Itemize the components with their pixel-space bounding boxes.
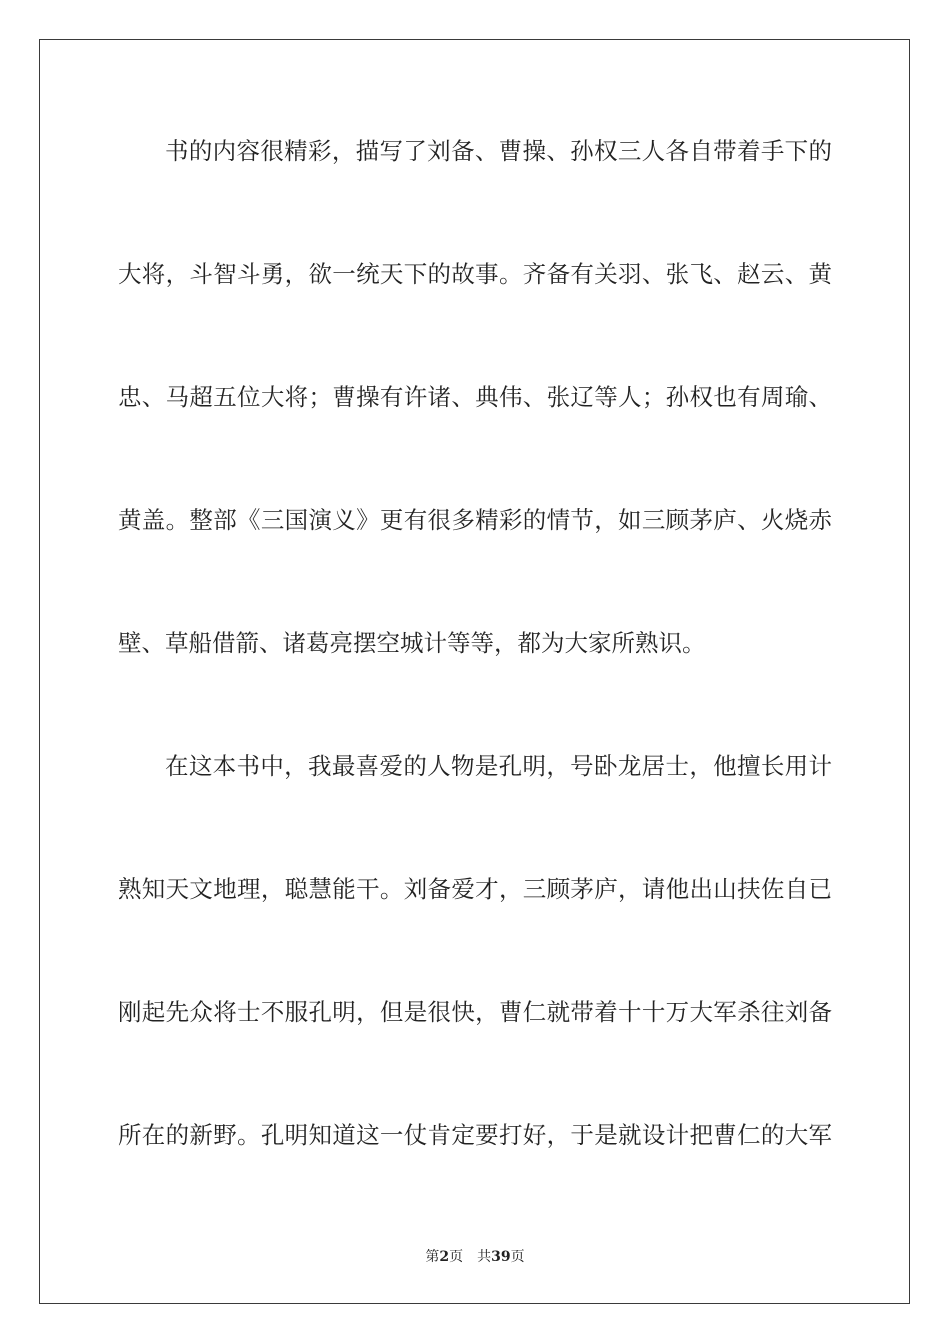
text-line: 黄盖。整部《三国演义》更有很多精彩的情节，如三顾茅庐、火烧赤: [118, 506, 832, 534]
page-footer: [0, 1246, 950, 1266]
text-line: 刚起先众将士不服孔明，但是很快，曹仁就带着十十万大军杀往刘备: [118, 998, 832, 1026]
text-line: 熟知天文地理，聪慧能干。刘备爱才，三顾茅庐，请他出山扶佐自已: [118, 875, 832, 903]
page-suffix: 页: [449, 1249, 464, 1265]
page-number: 2: [439, 1249, 450, 1265]
total-suffix: 页: [510, 1249, 525, 1265]
text-line: 书的内容很精彩，描写了刘备、曹操、孙权三人各自带着手下的: [165, 137, 832, 165]
page-border: [39, 39, 910, 1304]
page-prefix: 第: [425, 1249, 440, 1265]
text-line: 大将，斗智斗勇，欲一统天下的故事。齐备有关羽、张飞、赵云、黄: [118, 260, 832, 288]
text-line: 在这本书中，我最喜爱的人物是孔明，号卧龙居士，他擅长用计: [165, 752, 832, 780]
text-line: 所在的新野。孔明知道这一仗肯定要打好，于是就设计把曹仁的大军: [118, 1121, 832, 1149]
total-prefix: 共: [477, 1249, 492, 1265]
text-line: 壁、草船借箭、诸葛亮摆空城计等等，都为大家所熟识。: [118, 629, 706, 657]
total-pages: 39: [491, 1249, 511, 1265]
text-line: 忠、马超五位大将；曹操有许诸、典伟、张辽等人；孙权也有周瑜、: [118, 383, 832, 411]
